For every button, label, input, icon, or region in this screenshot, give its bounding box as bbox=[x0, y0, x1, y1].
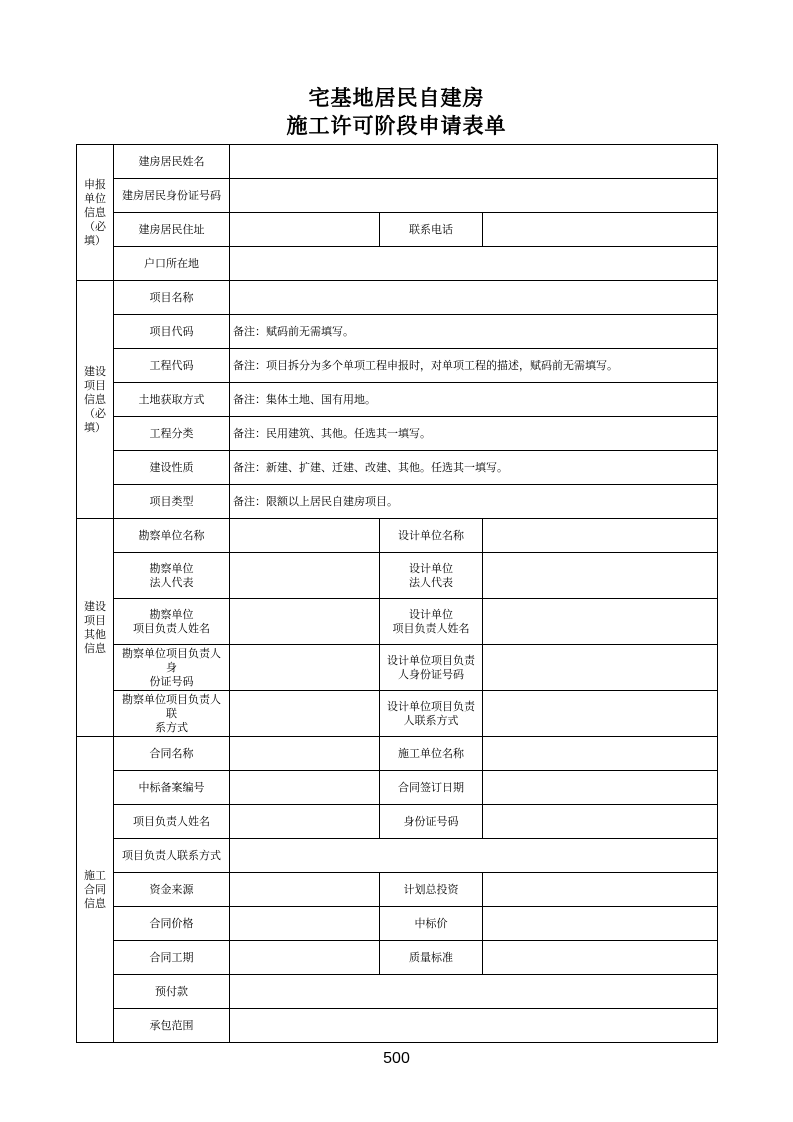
table-row bbox=[77, 599, 718, 645]
section-other-label: 建设 项目 其他 信息 bbox=[77, 519, 114, 737]
bid-price-field[interactable] bbox=[483, 907, 718, 941]
table-row bbox=[77, 737, 718, 771]
planned-investment-field[interactable] bbox=[483, 873, 718, 907]
table-row bbox=[77, 1009, 718, 1043]
project-code-label: 项目代码 bbox=[114, 315, 230, 349]
construction-nature-field[interactable]: 备注：新建、扩建、迁建、改建、其他。任选其一填写。 bbox=[230, 451, 718, 485]
land-acquisition-label: 土地获取方式 bbox=[114, 383, 230, 417]
advance-payment-field[interactable] bbox=[230, 975, 718, 1009]
table-row bbox=[77, 315, 718, 349]
applicant-id-field[interactable] bbox=[230, 179, 718, 213]
survey-unit-label: 勘察单位名称 bbox=[114, 519, 230, 553]
section-contract-label: 施工 合同 信息 bbox=[77, 737, 114, 1043]
page-number: 500 bbox=[383, 1050, 410, 1067]
table-row bbox=[77, 873, 718, 907]
survey-rep-field[interactable] bbox=[230, 553, 380, 599]
engineering-code-label: 工程代码 bbox=[114, 349, 230, 383]
table-row bbox=[77, 179, 718, 213]
contract-scope-label: 承包范围 bbox=[114, 1009, 230, 1043]
survey-leader-field[interactable] bbox=[230, 599, 380, 645]
applicant-phone-label: 联系电话 bbox=[380, 213, 483, 247]
applicant-address-field[interactable] bbox=[230, 213, 380, 247]
contract-price-field[interactable] bbox=[230, 907, 380, 941]
design-unit-label: 设计单位名称 bbox=[380, 519, 483, 553]
id-number-label: 身份证号码 bbox=[380, 805, 483, 839]
builder-unit-field[interactable] bbox=[483, 737, 718, 771]
survey-leader-contact-label: 勘察单位项目负责人联 系方式 bbox=[114, 691, 230, 737]
table-row bbox=[77, 451, 718, 485]
survey-unit-field[interactable] bbox=[230, 519, 380, 553]
bid-record-field[interactable] bbox=[230, 771, 380, 805]
applicant-id-label: 建房居民身份证号码 bbox=[114, 179, 230, 213]
table-row bbox=[77, 975, 718, 1009]
design-leader-id-label: 设计单位项目负责 人身份证号码 bbox=[380, 645, 483, 691]
table-row bbox=[77, 839, 718, 873]
table-row bbox=[77, 485, 718, 519]
design-rep-label: 设计单位 法人代表 bbox=[380, 553, 483, 599]
form-title-line-1: 宅基地居民自建房 bbox=[308, 85, 485, 110]
project-type-field[interactable]: 备注：限额以上居民自建房项目。 bbox=[230, 485, 718, 519]
applicant-name-label: 建房居民姓名 bbox=[114, 145, 230, 179]
survey-rep-label: 勘察单位 法人代表 bbox=[114, 553, 230, 599]
contract-scope-field[interactable] bbox=[230, 1009, 718, 1043]
bid-record-label: 中标备案编号 bbox=[114, 771, 230, 805]
contract-name-field[interactable] bbox=[230, 737, 380, 771]
table-row bbox=[77, 691, 718, 737]
design-leader-contact-field[interactable] bbox=[483, 691, 718, 737]
project-name-field[interactable] bbox=[230, 281, 718, 315]
funding-source-label: 资金来源 bbox=[114, 873, 230, 907]
table-row bbox=[77, 383, 718, 417]
survey-leader-label: 勘察单位 项目负责人姓名 bbox=[114, 599, 230, 645]
planned-investment-label: 计划总投资 bbox=[380, 873, 483, 907]
design-rep-field[interactable] bbox=[483, 553, 718, 599]
applicant-address-label: 建房居民住址 bbox=[114, 213, 230, 247]
table-row bbox=[77, 519, 718, 553]
leader-name-field[interactable] bbox=[230, 805, 380, 839]
survey-leader-contact-field[interactable] bbox=[230, 691, 380, 737]
form-title-line-2: 施工许可阶段申请表单 bbox=[286, 113, 507, 138]
project-code-field[interactable]: 备注：赋码前无需填写。 bbox=[230, 315, 718, 349]
sign-date-field[interactable] bbox=[483, 771, 718, 805]
design-unit-field[interactable] bbox=[483, 519, 718, 553]
leader-contact-field[interactable] bbox=[230, 839, 718, 873]
design-leader-field[interactable] bbox=[483, 599, 718, 645]
section-applicant-label: 申报 单位 信息 （必 填） bbox=[77, 145, 114, 281]
contract-period-label: 合同工期 bbox=[114, 941, 230, 975]
table-row bbox=[77, 349, 718, 383]
advance-payment-label: 预付款 bbox=[114, 975, 230, 1009]
table-row bbox=[77, 417, 718, 451]
leader-name-label: 项目负责人姓名 bbox=[114, 805, 230, 839]
table-row bbox=[77, 805, 718, 839]
contract-price-label: 合同价格 bbox=[114, 907, 230, 941]
table-row bbox=[77, 213, 718, 247]
applicant-hukou-field[interactable] bbox=[230, 247, 718, 281]
design-leader-contact-label: 设计单位项目负责 人联系方式 bbox=[380, 691, 483, 737]
engineering-category-field[interactable]: 备注：民用建筑、其他。任选其一填写。 bbox=[230, 417, 718, 451]
application-form-table bbox=[76, 144, 718, 1043]
contract-name-label: 合同名称 bbox=[114, 737, 230, 771]
sign-date-label: 合同签订日期 bbox=[380, 771, 483, 805]
project-name-label: 项目名称 bbox=[114, 281, 230, 315]
design-leader-id-field[interactable] bbox=[483, 645, 718, 691]
table-row bbox=[77, 247, 718, 281]
id-number-field[interactable] bbox=[483, 805, 718, 839]
applicant-hukou-label: 户口所在地 bbox=[114, 247, 230, 281]
survey-leader-id-field[interactable] bbox=[230, 645, 380, 691]
funding-source-field[interactable] bbox=[230, 873, 380, 907]
land-acquisition-field[interactable]: 备注：集体土地、国有用地。 bbox=[230, 383, 718, 417]
bid-price-label: 中标价 bbox=[380, 907, 483, 941]
construction-nature-label: 建设性质 bbox=[114, 451, 230, 485]
design-leader-label: 设计单位 项目负责人姓名 bbox=[380, 599, 483, 645]
applicant-name-field[interactable] bbox=[230, 145, 718, 179]
project-type-label: 项目类型 bbox=[114, 485, 230, 519]
table-row bbox=[77, 771, 718, 805]
table-row bbox=[77, 941, 718, 975]
survey-leader-id-label: 勘察单位项目负责人身 份证号码 bbox=[114, 645, 230, 691]
engineering-code-field[interactable]: 备注：项目拆分为多个单项工程申报时，对单项工程的描述，赋码前无需填写。 bbox=[230, 349, 718, 383]
contract-period-field[interactable] bbox=[230, 941, 380, 975]
section-project-label: 建设 项目 信息 （必 填） bbox=[77, 281, 114, 519]
applicant-phone-field[interactable] bbox=[483, 213, 718, 247]
quality-standard-label: 质量标准 bbox=[380, 941, 483, 975]
quality-standard-field[interactable] bbox=[483, 941, 718, 975]
table-row bbox=[77, 553, 718, 599]
table-row bbox=[77, 281, 718, 315]
engineering-category-label: 工程分类 bbox=[114, 417, 230, 451]
table-row bbox=[77, 907, 718, 941]
table-row bbox=[77, 145, 718, 179]
leader-contact-label: 项目负责人联系方式 bbox=[114, 839, 230, 873]
table-row bbox=[77, 645, 718, 691]
builder-unit-label: 施工单位名称 bbox=[380, 737, 483, 771]
